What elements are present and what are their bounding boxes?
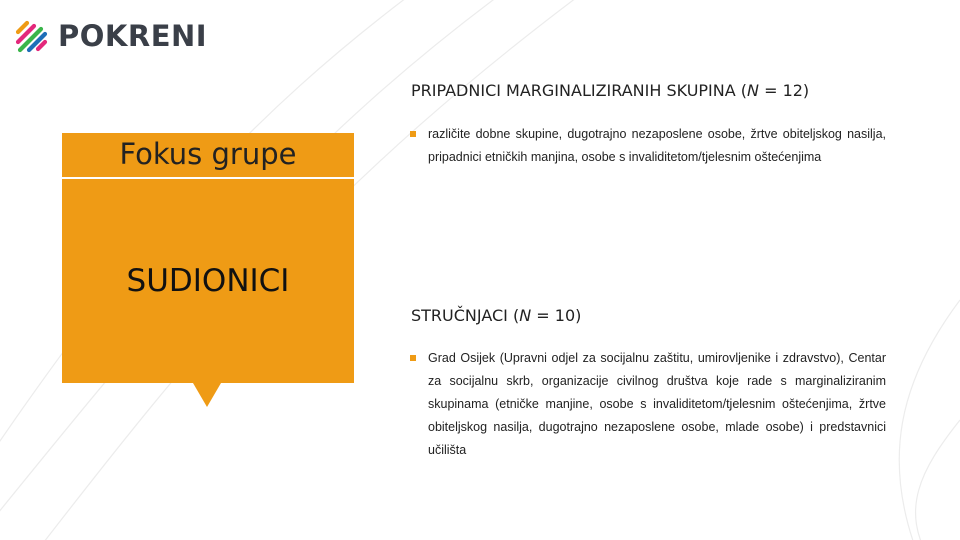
bullet-text: različite dobne skupine, dugotrajno nezaposlene osobe, žrtve obiteljskog nasilja, pripadnici etničkih manjina, osobe s invaliditetom/tjelesnim oštećenjima: [428, 127, 886, 164]
heading-n: N: [747, 81, 759, 100]
bullet-marginalized: [410, 123, 886, 169]
focus-group-panel: [62, 133, 354, 383]
bullet-square-icon: [410, 131, 416, 137]
panel-pointer: [193, 383, 221, 407]
brand-logo: [14, 18, 207, 54]
bullet-text: Grad Osijek (Upravni odjel za socijalnu zaštitu, umirovljenike i zdravstvo), Centar za socijalnu skrb, organizacije civilnog društva koje rade s marginaliziranim skupinama (etničke manjine, osobe s invaliditetom/tjelesnim oštećenjima, žrtve obiteljskog nasilja, dugotrajno nezaposlene osobe, mlade osobe) i predstavnici učilišta: [428, 351, 886, 457]
section-heading-marginalized: [411, 81, 809, 100]
brand-name: POKRENI: [58, 19, 208, 53]
heading-prefix: STRUČNJACI (: [411, 306, 520, 325]
heading-n: N: [519, 306, 532, 325]
panel-title: Fokus grupe: [119, 137, 297, 171]
heading-suffix: = 12): [758, 81, 810, 100]
bullet-experts: [410, 347, 886, 462]
bullet-square-icon: [410, 355, 416, 361]
heading-suffix: = 10): [531, 306, 582, 325]
panel-subtitle: SUDIONICI: [126, 263, 290, 299]
panel-title-band: [62, 133, 354, 179]
heading-prefix: PRIPADNICI MARGINALIZIRANIH SKUPINA (: [411, 81, 748, 100]
section-heading-experts: [411, 306, 581, 325]
pokreni-logo-icon: [14, 18, 50, 54]
